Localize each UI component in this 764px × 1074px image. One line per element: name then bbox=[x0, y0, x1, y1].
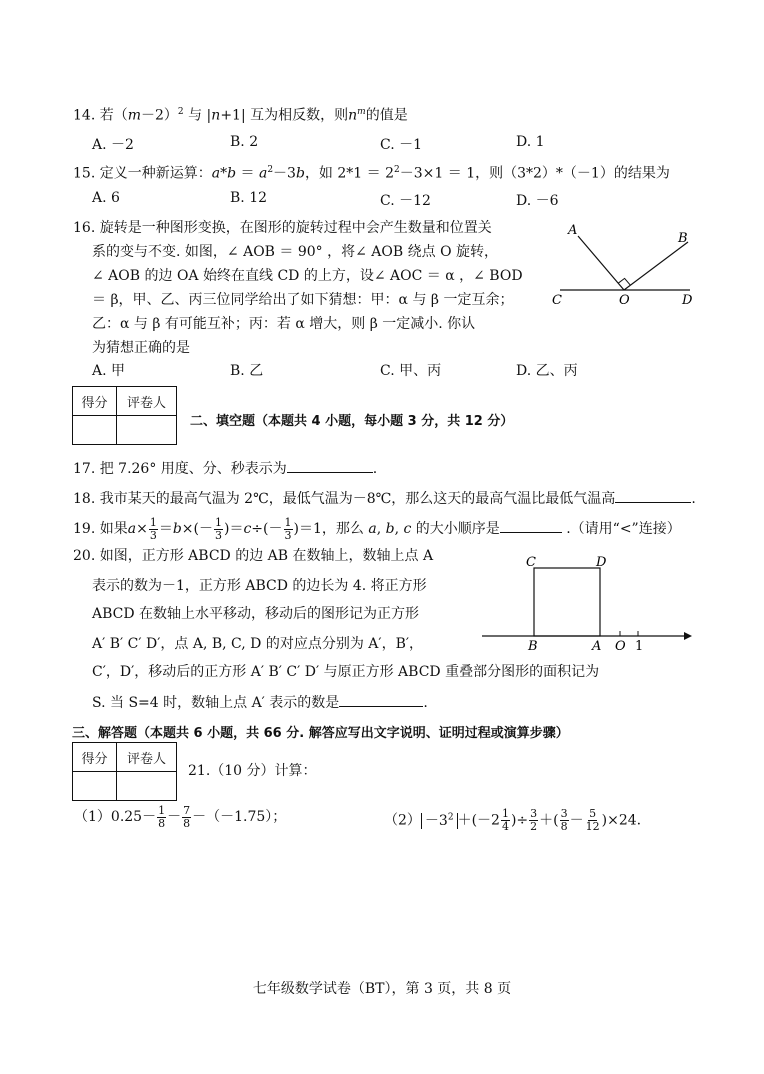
q16-angle-figure bbox=[548, 218, 698, 310]
question-16-line-5: 乙：α 与 β 有可能互补；丙：若 α 增大，则 β 一定减小. 你认 bbox=[92, 316, 476, 332]
q19-answer-blank bbox=[500, 518, 562, 533]
grader-table-section-2 bbox=[72, 386, 177, 445]
question-20-line-5: C′，D′，移动后的正方形 A′ B′ C′ D′ 与原正方形 ABCD 重叠部分图形的面积记为 bbox=[92, 664, 600, 680]
question-20-line-1: 20. 如图，正方形 ABCD 的边 AB 在数轴上，数轴上点 A bbox=[73, 548, 434, 564]
question-16-line-3: ∠ AOB 的边 OA 始终在直线 CD 的上方，设∠ AOC ＝ α ，∠ BOD bbox=[92, 268, 523, 284]
q16-option-b: B. 乙 bbox=[230, 363, 264, 379]
question-16-line-4: ＝ β，甲、乙、丙三位同学给出了如下猜想：甲：α 与 β 一定互余； bbox=[92, 292, 514, 308]
question-16-line-2: 系的变与不变. 如图，∠ AOB ＝ 90° ，将∠ AOB 绕点 O 旋转， bbox=[92, 244, 499, 260]
q16-option-d: D. 乙、丙 bbox=[516, 363, 578, 379]
reviewer-cell bbox=[117, 772, 177, 801]
q14-option-b: B. 2 bbox=[230, 134, 259, 150]
question-18: 18. 我市某天的最高气温为 2℃，最低气温为－8℃，那么这天的最高气温比最低气温高 . bbox=[73, 488, 696, 509]
score-header: 得分 bbox=[73, 743, 117, 772]
question-15-stem: 15. 定义一种新运算：$a*b = a^2-3b$，如 $2*1 = 2^2-3\times 1 = 1$，则（3*2）*（－1）的结果为 bbox=[73, 165, 670, 182]
question-19: 19. 如果a× $\frac{1}{3}$ ＝b×(－ $\frac{1}{3}$ )＝c÷(－ $\frac{1}{3}$ )＝1，那么 a, b, c 的大小顺序是 .（请用“<”连接） bbox=[73, 515, 681, 542]
q20-number-line-figure bbox=[478, 552, 698, 652]
score-header: 得分 bbox=[73, 387, 117, 416]
q20-answer-blank bbox=[339, 692, 423, 707]
q20-label-a: A bbox=[592, 639, 602, 652]
question-20-line-3: ABCD 在数轴上水平移动，移动后的图形记为正方形 bbox=[92, 606, 420, 622]
q21-part-1: （1）0.25－ $\frac{1}{8}$ － $\frac{7}{8}$ －（－1.75）； bbox=[74, 803, 287, 830]
question-17: 17. 把 7.26° 用度、分、秒表示为 . bbox=[73, 458, 377, 479]
q14-option-c: C. －1 bbox=[380, 137, 423, 153]
q15-option-b: B. 12 bbox=[230, 190, 268, 206]
q14-option-d: D. 1 bbox=[516, 134, 545, 150]
question-20-line-4: A′ B′ C′ D′，点 A, B, C, D 的对应点分别为 A′，B′， bbox=[92, 636, 424, 652]
score-cell bbox=[73, 416, 117, 445]
q14-option-a: A. －2 bbox=[92, 137, 134, 153]
question-14-stem: 14. 若$(m-2)^2$ 与 |n+1| 互为相反数，则$n^m$的值是 bbox=[73, 107, 408, 124]
q20-label-o: O bbox=[615, 639, 626, 652]
q15-option-c: C. －12 bbox=[380, 193, 431, 209]
q20-label-c: C bbox=[526, 555, 536, 570]
q15-option-a: A. 6 bbox=[92, 190, 120, 206]
q16-label-o: O bbox=[619, 293, 630, 308]
reviewer-cell bbox=[117, 416, 177, 445]
q16-label-c: C bbox=[552, 293, 562, 308]
question-21-heading: 21.（10 分）计算： bbox=[188, 763, 317, 779]
score-cell bbox=[73, 772, 117, 801]
q17-answer-blank bbox=[287, 458, 373, 473]
page-footer: 七年级数学试卷（BT），第 3 页，共 8 页 bbox=[252, 981, 512, 997]
q16-label-b: B bbox=[678, 231, 688, 246]
q15-option-d: D. －6 bbox=[516, 193, 559, 209]
reviewer-header: 评卷人 bbox=[117, 387, 177, 416]
q20-label-one: 1 bbox=[635, 639, 644, 652]
q18-answer-blank bbox=[615, 488, 691, 503]
section-2-title: 二、填空题（本题共 4 小题，每小题 3 分，共 12 分） bbox=[190, 414, 514, 429]
reviewer-header: 评卷人 bbox=[117, 743, 177, 772]
q16-option-a: A. 甲 bbox=[92, 363, 126, 379]
question-16-line-6: 为猜想正确的是 bbox=[92, 340, 190, 356]
section-3-title: 三、解答题（本题共 6 小题，共 66 分. 解答应写出文字说明、证明过程或演算步骤） bbox=[72, 726, 569, 741]
q16-label-d: D bbox=[682, 293, 693, 308]
q16-label-a: A bbox=[568, 223, 578, 238]
question-20-line-6: S. 当 S=4 时，数轴上点 A′ 表示的数是 . bbox=[92, 692, 428, 713]
question-20-line-2: 表示的数为－1，正方形 ABCD 的边长为 4. 将正方形 bbox=[92, 578, 427, 594]
q16-option-c: C. 甲、丙 bbox=[380, 363, 442, 379]
q20-label-b: B bbox=[528, 639, 538, 652]
question-16-line-1: 16. 旋转是一种图形变换，在图形的旋转过程中会产生数量和位置关 bbox=[73, 220, 492, 236]
q21-part-2: $(2) -3^2 +(-2$ $\frac{1}{4}$ )÷ $\frac{3}{2}$ ＋( $\frac{3}{8}$ － $\frac{5}{12}$ )×24. bbox=[384, 807, 642, 834]
grader-table-section-3 bbox=[72, 742, 177, 801]
q20-label-d: D bbox=[596, 555, 607, 570]
